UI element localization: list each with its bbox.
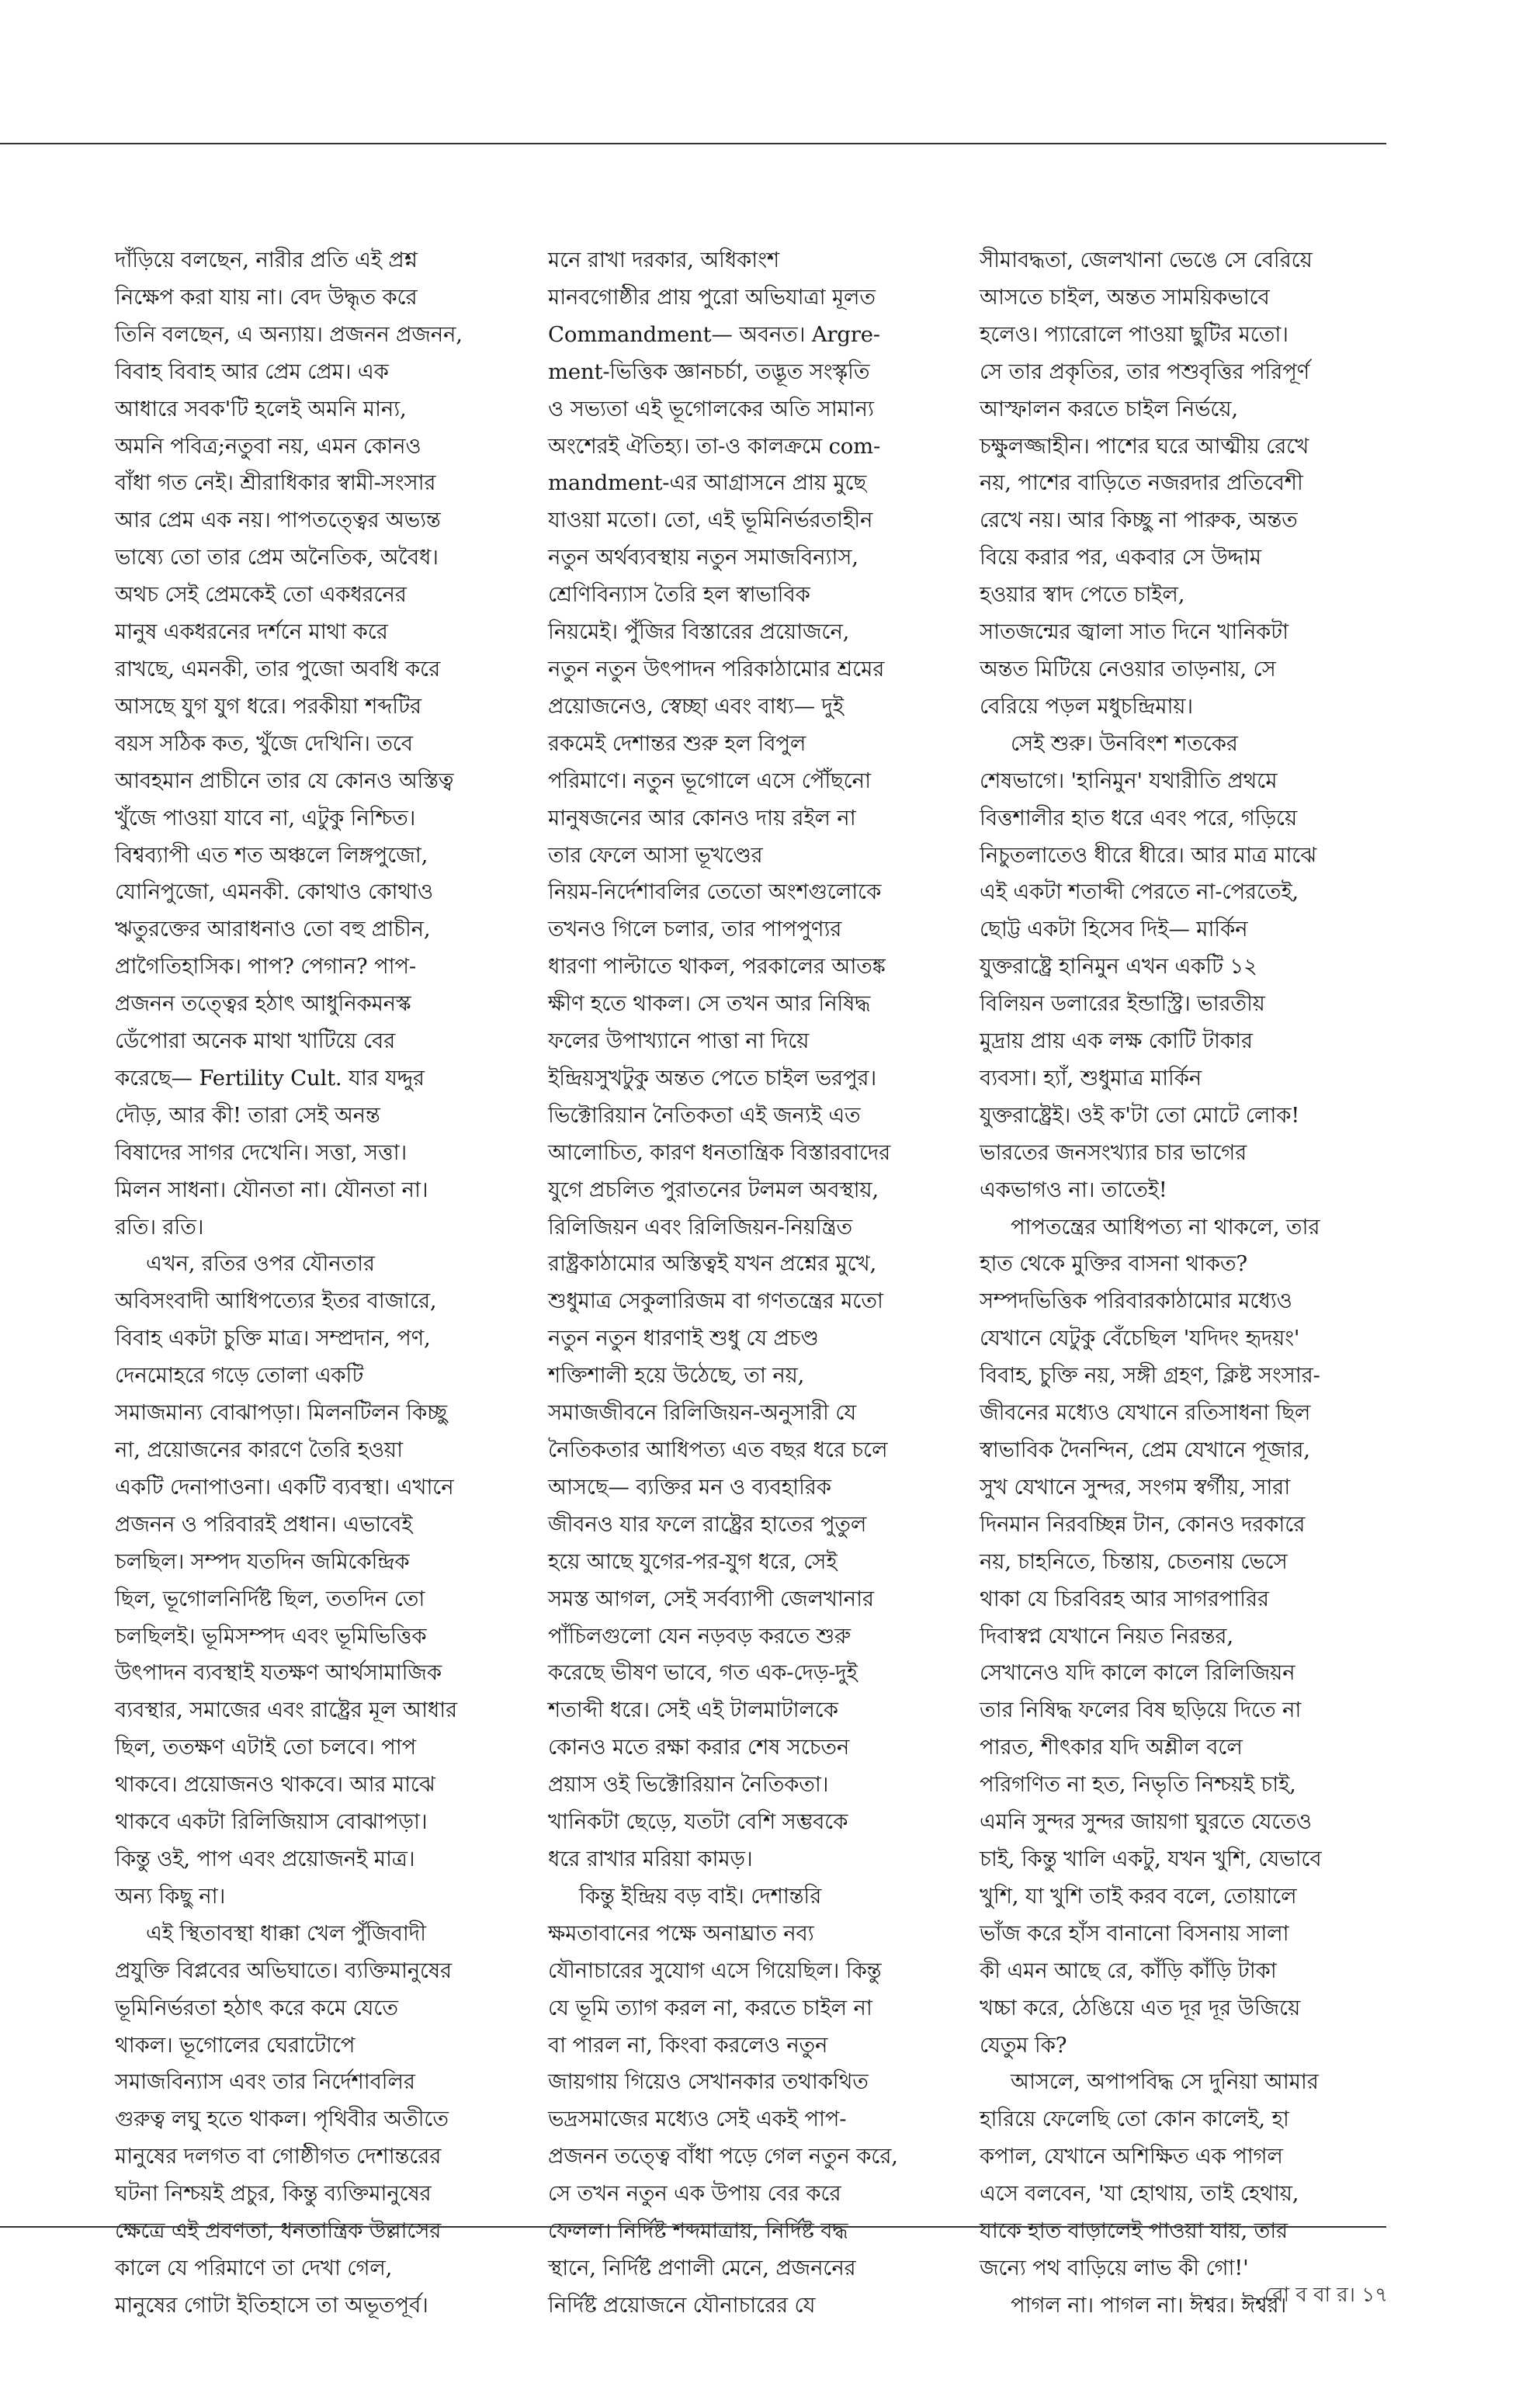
text-line: নির্দিষ্ট প্রয়োজনে যৌনাচারের যে (548, 2292, 816, 2318)
text-line: শতাব্দী ধরে। সেই এই টালমাটালকে (548, 1698, 838, 1723)
text-line: যুগে প্রচলিত পুরাতনের টলমল অবস্থায়, (548, 1177, 879, 1202)
text-line: ছোট্ট একটা হিসেব দিই— মার্কিন (980, 917, 1248, 942)
text-line: নিয়মেই। পুঁজির বিস্তারের প্রয়োজনে, (548, 619, 850, 645)
text-line: পারত, শীৎকার যদি অশ্লীল বলে (980, 1735, 1243, 1760)
text-line: বেরিয়ে পড়ল মধুচন্দ্রিমায়। (980, 693, 1193, 719)
text-line: সেখানেও যদি কালে কালে রিলিজিয়ন (980, 1660, 1295, 1686)
text-line: যৌনাচারের সুযোগ এসে গিয়েছিল। কিন্তু (548, 1958, 882, 1983)
text-line: রিলিজিয়ন এবং রিলিজিয়ন-নিয়ন্ত্রিত (548, 1214, 852, 1240)
text-line: এই একটা শতাব্দী পেরতে না-পেরতেই, (980, 879, 1299, 905)
text-line: মানুষজনের আর কোনও দায় রইল না (548, 805, 856, 831)
text-line: তার নিষিদ্ধ ফলের বিষ ছড়িয়ে দিতে না (980, 1698, 1302, 1723)
text-line: যুক্তরাষ্ট্রেই। ওই ক'টা তো মোটে লোক! (980, 1102, 1300, 1128)
text-line: স্থানে, নির্দিষ্ট প্রণালী মেনে, প্রজননের (548, 2255, 856, 2280)
text-line: mandment-এর আগ্রাসনে প্রায় মুছে (548, 470, 867, 496)
text-line: শক্তিশালী হয়ে উঠেছে, তা নয়, (548, 1363, 805, 1389)
text-line: নয়, পাশের বাড়িতে নজরদার প্রতিবেশী (980, 470, 1303, 496)
text-line: ফেলল। নির্দিষ্ট শব্দমাত্রায়, নির্দিষ্ট বদ্ধ (548, 2218, 848, 2244)
text-line: আসতে চাইল, অন্তত সাময়িকভাবে (980, 284, 1270, 310)
text-line: সুখ যেখানে সুন্দর, সংগম স্বর্গীয়, সারা (980, 1474, 1291, 1500)
text-line: চলছিলই। ভূমিসম্পদ এবং ভূমিভিত্তিক (115, 1623, 427, 1649)
text-line: হাত থেকে মুক্তির বাসনা থাকত? (980, 1251, 1247, 1277)
text-line: আলোচিত, কারণ ধনতান্ত্রিক বিস্তারবাদের (548, 1139, 891, 1165)
text-line: প্রয়োজনেও, স্বেচ্ছা এবং বাধ্য— দুই (548, 693, 844, 719)
text-line: সমস্ত আগল, সেই সর্বব্যাপী জেলখানার (548, 1586, 874, 1611)
text-line: বিবাহ বিবাহ আর প্রেম প্রেম। এক (115, 359, 389, 384)
text-line: কোনও মতে রক্ষা করার শেষ সচেতন (548, 1735, 850, 1760)
text-line: ছিল, ভূগোলনির্দিষ্ট ছিল, ততদিন তো (115, 1586, 425, 1611)
text-line: পাপতন্ত্রের আধিপত্য না থাকলে, তার (1011, 1214, 1320, 1240)
text-line: এখন, রতির ওপর যৌনতার (146, 1251, 375, 1277)
text-line: নিয়ম-নির্দেশাবলির তেতো অংশগুলোকে (548, 879, 882, 905)
text-line: ভূমিনির্ভরতা হঠাৎ করে কমে যেতে (115, 1995, 398, 2020)
text-line: বিষাদের সাগর দেখেনি। সত্তা, সত্তা। (115, 1139, 408, 1165)
text-line: আসছে— ব্যক্তির মন ও ব্যবহারিক (548, 1474, 831, 1500)
text-line: সেই শুরু। উনবিংশ শতকের (1011, 730, 1238, 756)
text-line: ক্ষমতাবানের পক্ষে অনাঘ্রাত নব্য (548, 1920, 814, 1946)
text-line: ও সভ্যতা এই ভূগোলকের অতি সামান্য (548, 396, 874, 421)
text-line: অন্য কিছু না। (115, 1883, 226, 1909)
text-line: নয়, চাহনিতে, চিন্তায়, চেতনায় ভেসে (980, 1549, 1288, 1574)
text-line: পাঁচিলগুলো যেন নড়বড় করতে শুরু (548, 1623, 851, 1649)
text-line: জীবনের মধ্যেও যেখানে রতিসাধনা ছিল (980, 1400, 1311, 1426)
page-footer-folio: রো ব বা র। ১৭ (1264, 2284, 1388, 2307)
header-rule (0, 143, 1386, 144)
text-line: নতুন নতুন ধারণাই শুধু যে প্রচণ্ড (548, 1326, 819, 1351)
text-line: নিচুতলাতেও ধীরে ধীরে। আর মাত্র মাঝে (980, 842, 1316, 868)
text-line: মনে রাখা দরকার, অধিকাংশ (548, 248, 779, 272)
text-line: জায়গায় গিয়েও সেখানকার তথাকথিত (548, 2069, 869, 2095)
text-line: দাঁড়িয়ে বলছেন, নারীর প্রতি এই প্রশ্ন (115, 248, 418, 272)
text-line: না, প্রয়োজনের কারণে তৈরি হওয়া (115, 1438, 403, 1462)
text-line: ভিক্টোরিয়ান নৈতিকতা এই জন্যই এত (548, 1102, 861, 1128)
text-line: ভাষ্যে তো তার প্রেম অনৈতিক, অবৈধ। (115, 545, 439, 571)
text-line: পরিগণিত না হত, নিভৃতি নিশ্চয়ই চাই, (980, 1772, 1296, 1798)
text-line: Commandment— অবনত। Argre- (548, 321, 880, 347)
text-line: নতুন অর্থব্যবস্থায় নতুন সমাজবিন্যাস, (548, 545, 858, 571)
text-line: করেছে— Fertility Cult. যার যদ্দুর (115, 1065, 425, 1091)
text-line: হলেও। প্যারোলে পাওয়া ছুটির মতো। (980, 321, 1289, 347)
text-line: প্রাগৈতিহাসিক। পাপ? পেগান? পাপ- (115, 954, 416, 980)
text-line: যেখানে যেটুকু বেঁচেছিল 'যদিদং হৃদয়ং' (980, 1326, 1300, 1351)
text-line: চাই, কিন্তু খালি একটু, যখন খুশি, যেভাবে (980, 1846, 1322, 1871)
text-line: আর প্রেম এক নয়। পাপতত্ত্বের অভ্যন্ত (115, 508, 441, 533)
text-line: সম্পদভিত্তিক পরিবারকাঠামোর মধ্যেও (980, 1288, 1292, 1314)
text-line: রেখে নয়। আর কিচ্ছু না পারুক, অন্তত (980, 508, 1298, 533)
text-line: নৈতিকতার আধিপত্য এত বছর ধরে চলে (548, 1438, 888, 1462)
text-line: ছিল, ততক্ষণ এটাই তো চলবে। পাপ (115, 1735, 417, 1760)
text-line: পাগল না। পাগল না। ঈশ্বর। ঈশ্বর। (1011, 2292, 1287, 2318)
text-line: শুধুমাত্র সেকুলারিজম বা গণতন্ত্রের মতো (548, 1288, 883, 1314)
text-line: ভাঁজ করে হাঁস বানানো বিসনায় সালা (980, 1920, 1289, 1946)
footer-rule (0, 2226, 1386, 2228)
text-line: ভদ্রসমাজের মধ্যেও সেই একই পাপ- (548, 2107, 847, 2132)
text-line: ভারতের জনসংখ্যার চার ভাগের (980, 1139, 1247, 1165)
text-line: সে তখন নতুন এক উপায় বের করে (548, 2181, 841, 2207)
text-line: অংশেরই ঐতিহ্য। তা-ও কালক্রমে com- (548, 433, 881, 459)
text-line: সমাজমান্য বোঝাপড়া। মিলনটিলন কিচ্ছু (115, 1400, 447, 1426)
text-line: তার ফেলে আসা ভূখণ্ডের (548, 842, 763, 868)
text-line: অবিসংবাদী আধিপত্যের ইতর বাজারে, (115, 1288, 437, 1314)
text-line: থাকবে একটা রিলিজিয়াস বোঝাপড়া। (115, 1809, 428, 1835)
text-line: যাওয়া মতো। তো, এই ভূমিনির্ভরতাহীন (548, 508, 873, 533)
text-line: বা পারল না, কিংবা করলেও নতুন (548, 2032, 828, 2058)
text-line: খচ্চা করে, ঠেঙিয়ে এত দূর দূর উজিয়ে (980, 1995, 1301, 2020)
text-line: একটি দেনাপাওনা। একটি ব্যবস্থা। এখানে (115, 1474, 454, 1500)
text-line: বিত্তশালীর হাত ধরে এবং পরে, গড়িয়ে (980, 805, 1297, 831)
text-line: পরিমাণে। নতুন ভূগোলে এসে পৌঁছনো (548, 768, 871, 793)
text-line: ডেঁপোরা অনেক মাথা খাটিয়ে বের (115, 1028, 396, 1054)
text-line: করেছে ভীষণ ভাবে, গত এক-দেড়-দুই (548, 1660, 858, 1686)
text-line: বিশ্বব্যাপী এত শত অঞ্চলে লিঙ্গপুজো, (115, 842, 428, 868)
text-line: থাকা যে চিরবিরহ আর সাগরপারির (980, 1586, 1269, 1611)
text-line: বিলিয়ন ডলারের ইন্ডাস্ট্রি। ভারতীয় (980, 991, 1265, 1017)
text-line: রাখছে, এমনকী, তার পুজো অবধি করে (115, 656, 441, 681)
text-line: হয়ে আছে যুগের-পর-যুগ ধরে, সেই (548, 1549, 838, 1574)
text-line: যাকে হাত বাড়ালেই পাওয়া যায়, তার (980, 2218, 1288, 2244)
text-line: তিনি বলছেন, এ অন্যায়। প্রজনন প্রজনন, (115, 321, 463, 347)
text-line: কপাল, যেখানে অশিক্ষিত এক পাগল (980, 2144, 1283, 2169)
text-line: বয়স সঠিক কত, খুঁজে দেখিনি। তবে (115, 730, 413, 756)
text-line: মানুষ একধরনের দর্শনে মাথা করে (115, 619, 388, 645)
text-line: রাষ্ট্রকাঠামোর অস্তিত্বই যখন প্রশ্নের মুখে, (548, 1251, 877, 1277)
text-line: ধারণা পাল্টাতে থাকল, পরকালের আতঙ্ক (548, 954, 886, 980)
text-line: ধরে রাখার মরিয়া কামড়। (548, 1846, 753, 1871)
text-line: আসছে যুগ যুগ ধরে। পরকীয়া শব্দটির (115, 693, 421, 719)
text-line: খুশি, যা খুশি তাই করব বলে, তোয়ালে (980, 1883, 1297, 1909)
text-line: শ্রেণিবিন্যাস তৈরি হল স্বাভাবিক (548, 582, 810, 608)
text-line: নতুন নতুন উৎপাদন পরিকাঠামোর শ্রমের (548, 656, 885, 681)
text-line: ক্ষেত্রে এই প্রবণতা, ধনতান্ত্রিক উল্লাসের (115, 2218, 442, 2244)
text-line: মানুষের দলগত বা গোষ্ঠীগত দেশান্তরের (115, 2144, 442, 2169)
text-line: যোনিপুজো, এমনকী. কোথাও কোথাও (115, 879, 433, 905)
text-line: হারিয়ে ফেলেছি তো কোন কালেই, হা (980, 2107, 1289, 2132)
text-line: খুঁজে পাওয়া যাবে না, এটুকু নিশ্চিত। (115, 805, 416, 831)
text-line: কী এমন আছে রে, কাঁড়ি কাঁড়ি টাকা (980, 1958, 1277, 1983)
text-line: যে ভূমি ত্যাগ করল না, করতে চাইল না (548, 1995, 872, 2020)
text-line: এই স্থিতাবস্থা ধাক্কা খেল পুঁজিবাদী (146, 1920, 426, 1946)
text-line: ব্যবস্থার, সমাজের এবং রাষ্ট্রের মূল আধার (115, 1698, 457, 1723)
text-line: মুদ্রায় প্রায় এক লক্ষ কোটি টাকার (980, 1028, 1253, 1054)
text-line: ঘটনা নিশ্চয়ই প্রচুর, কিন্তু ব্যক্তিমানুষের (115, 2181, 432, 2207)
text-line: প্রজনন তত্ত্বের হঠাৎ আধুনিকমনস্ক (115, 991, 411, 1017)
text-line: সমাজজীবনে রিলিজিয়ন-অনুসারী যে (548, 1400, 857, 1426)
text-line: চক্ষুলজ্জাহীন। পাশের ঘরে আত্মীয় রেখে (980, 433, 1309, 459)
text-line: আধারে সবক'টি হলেই অমনি মান্য, (115, 396, 407, 421)
text-line: রকমেই দেশান্তর শুরু হল বিপুল (548, 730, 806, 756)
text-line: ফলের উপাখ্যানে পাত্তা না দিয়ে (548, 1028, 810, 1054)
article-column-1 (115, 242, 503, 2318)
text-line: থাকবে। প্রয়োজনও থাকবে। আর মাঝে (115, 1772, 435, 1798)
text-line: রতি। রতি। (115, 1214, 204, 1240)
text-line: আসলে, অপাপবিদ্ধ সে দুনিয়া আমার (1011, 2069, 1319, 2095)
text-line: আবহমান প্রাচীনে তার যে কোনও অস্তিত্ব (115, 768, 454, 793)
text-line: তখনও গিলে চলার, তার পাপপুণ্যর (548, 917, 842, 942)
text-line: দেনমোহরে গড়ে তোলা একটি (115, 1363, 364, 1389)
text-line: প্রযুক্তি বিপ্লবের অভিঘাতে। ব্যক্তিমানুষের (115, 1958, 452, 1983)
text-line: মানুষের গোটা ইতিহাসে তা অভূতপূর্ব। (115, 2292, 428, 2318)
text-line: ment-ভিত্তিক জ্ঞানচর্চা, তদ্ভূত সংস্কৃতি (548, 359, 870, 384)
text-line: স্বাভাবিক দৈনন্দিন, প্রেম যেখানে পূজার, (980, 1438, 1310, 1462)
text-line: হওয়ার স্বাদ পেতে চাইল, (980, 582, 1185, 608)
text-line: প্রজনন তত্ত্বে বাঁধা পড়ে গেল নতুন করে, (548, 2144, 898, 2169)
text-line: উৎপাদন ব্যবস্থাই যতক্ষণ আর্থসামাজিক (115, 1660, 442, 1686)
text-line: যুক্তরাষ্ট্রে হানিমুন এখন একটি ১২ (980, 954, 1257, 980)
text-line: বিবাহ একটা চুক্তি মাত্র। সম্প্রদান, পণ, (115, 1326, 431, 1351)
text-line: কিন্তু ওই, পাপ এবং প্রয়োজনই মাত্র। (115, 1846, 415, 1871)
text-line: প্রজনন ও পরিবারই প্রধান। এভাবেই (115, 1511, 413, 1537)
text-line: অমনি পবিত্র;নতুবা নয়, এমন কোনও (115, 433, 421, 459)
text-line: দিনমান নিরবচ্ছিন্ন টান, কোনও দরকারে (980, 1511, 1306, 1537)
text-line: ক্ষীণ হতে থাকল। সে তখন আর নিষিদ্ধ (548, 991, 871, 1017)
text-line: একভাগও না। তাতেই! (980, 1177, 1167, 1202)
text-line: খানিকটা ছেড়ে, যতটা বেশি সম্ভবকে (548, 1809, 848, 1835)
text-line: সে তার প্রকৃতির, তার পশুবৃত্তির পরিপূর্ণ (980, 359, 1310, 384)
text-line: এসে বলবেন, 'যা হোথায়, তাই হেথায়, (980, 2181, 1299, 2207)
text-line: থাকল। ভূগোলের ঘেরাটোপে (115, 2032, 356, 2058)
text-line: সীমাবদ্ধতা, জেলখানা ভেঙে সে বেরিয়ে (980, 248, 1313, 272)
text-line: মিলন সাধনা। যৌনতা না। যৌনতা না। (115, 1177, 428, 1202)
text-line: ইন্দ্রিয়সুখটুকু অন্তত পেতে চাইল ভরপুর। (548, 1065, 876, 1091)
text-line: ঋতুরক্তের আরাধনাও তো বহু প্রাচীন, (115, 917, 431, 942)
text-line: এমনি সুন্দর সুন্দর জায়গা ঘুরতে যেতেও (980, 1809, 1312, 1835)
article-column-2 (548, 242, 936, 2318)
text-line: কিন্তু ইন্দ্রিয় বড় বাই। দেশান্তরি (579, 1883, 822, 1909)
text-line: চলছিল। সম্পদ যতদিন জমিকেন্দ্রিক (115, 1549, 410, 1574)
text-line: সাতজন্মের জ্বালা সাত দিনে খানিকটা (980, 619, 1289, 645)
text-line: সমাজবিন্যাস এবং তার নির্দেশাবলির (115, 2069, 415, 2095)
text-line: বিবাহ, চুক্তি নয়, সঙ্গী গ্রহণ, ক্লিষ্ট সংসার- (980, 1363, 1320, 1389)
text-line: শেষভাগে। 'হানিমুন' যথারীতি প্রথমে (980, 768, 1278, 793)
text-line: প্রয়াস ওই ভিক্টোরিয়ান নৈতিকতা। (548, 1772, 829, 1798)
text-line: আস্ফালন করতে চাইল নির্ভয়ে, (980, 396, 1238, 421)
text-line: জীবনও যার ফলে রাষ্ট্রের হাতের পুতুল (548, 1511, 867, 1537)
text-line: নিক্ষেপ করা যায় না। বেদ উদ্ধৃত করে (115, 284, 418, 310)
text-line: দৌড়, আর কী! তারা সেই অনন্ত (115, 1102, 380, 1128)
text-line: অন্তত মিটিয়ে নেওয়ার তাড়নায়, সে (980, 656, 1276, 681)
text-line: যেতুম কি? (980, 2032, 1067, 2058)
text-line: বাঁধা গত নেই। শ্রীরাধিকার স্বামী-সংসার (115, 470, 436, 496)
text-line: ব্যবসা। হ্যাঁ, শুধুমাত্র মার্কিন (980, 1065, 1202, 1091)
text-line: দিবাস্বপ্ন যেখানে নিয়ত নিরন্তর, (980, 1623, 1233, 1649)
text-line: কালে যে পরিমাণে তা দেখা গেল, (115, 2255, 393, 2280)
text-line: মানবগোষ্ঠীর প্রায় পুরো অভিযাত্রা মূলত (548, 284, 876, 310)
text-line: গুরুত্ব লঘু হতে থাকল। পৃথিবীর অতীতে (115, 2107, 449, 2132)
text-line: বিয়ে করার পর, একবার সে উদ্দাম (980, 545, 1261, 571)
text-line: অথচ সেই প্রেমকেই তো একধরনের (115, 582, 407, 608)
text-line: জন্যে পথ বাড়িয়ে লাভ কী গো!' (980, 2255, 1249, 2280)
